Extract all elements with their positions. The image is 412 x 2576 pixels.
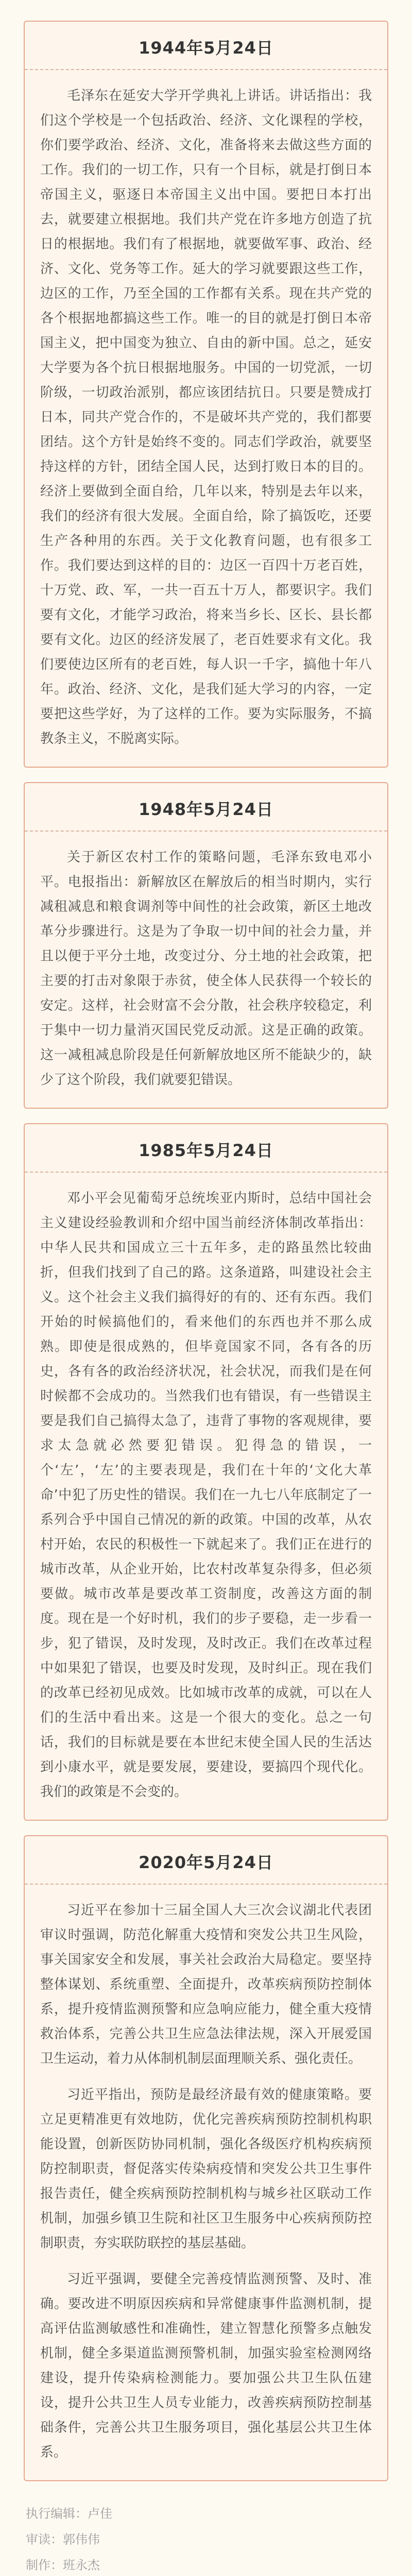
section-paragraph: 习近平在参加十三届全国人大三次会议湖北代表团审议时强调，防范化解重大疫情和突发公共卫生风险，事关国家安全和发展，事关社会政治大局稳定。要坚持整体谋划、系统重塑、全面提升，改革疾病预防控制体系，提升疫情监测预警和应急响应能力，健全重大疫情救治体系，完善公共卫生应急法律法规，深入开展爱国卫生运动，着力从体制机制层面理顺关系、强化责任。: [40, 1903, 372, 2066]
section-date-title: 1985年5月24日: [139, 1141, 273, 1160]
section-paragraph: 关于新区农村工作的策略问题，毛泽东致电邓小平。电报指出：新解放区在解放后的相当时期内，实行减租减息和粮食调剂等中间性的社会政策，新区土地改革分步骤进行。这是为了争取一切中间的社会力量，并且以便于平分土地，改变过分、分土地的社会政策，把主要的打击对象限于赤贫，使全体人民获得一个较长的安定。这样，社会财富不会分散，社会秩序较稳定，利于集中一切力量消灭国民党反动派。这是正确的政策。这一减租减息阶段是任何新解放地区所不能缺少的，缺少了这个阶段，我们就要犯错误。: [40, 850, 372, 1088]
history-section-1985: [24, 1123, 388, 1821]
section-date-title: 1948年5月24日: [139, 800, 273, 819]
dashed-divider: [25, 69, 387, 70]
section-paragraph: 习近平强调，要健全完善疫情监测预警、及时、准确。要改进不明原因疾病和异常健康事件监测机制，提高评估监测敏感性和准确性，建立智慧化预警多点触发机制，健全多渠道监测预警机制，加强实验室检测网络建设，提升传染病检测能力。要加强公共卫生队伍建设，提升公共卫生人员专业能力，改善疾病预防控制基础条件，完善公共卫生服务项目，强化基层公共卫生体系。: [40, 2272, 372, 2460]
dashed-divider: [25, 831, 387, 832]
section-paragraph: 习近平指出，预防是最经济最有效的健康策略。要立足更精准更有效地防，优化完善疾病预防控制机构职能设置，创新医防协同机制，强化各级医疗机构疾病预防控制职责，督促落实传染病疫情和突发公共卫生事件报告责任，健全疾病预防控制机构与城乡社区联动工作机制，加强乡镇卫生院和社区卫生服务中心疾病预防控制职责，夯实联防联控的基层基础。: [40, 2087, 372, 2251]
section-date-title: 2020年5月24日: [139, 1853, 273, 1872]
reviewer-credit: 审读：郭伟伟: [26, 2532, 100, 2547]
producer-credit: 制作：班永杰: [26, 2558, 100, 2572]
section-date-title: 1944年5月24日: [139, 38, 273, 58]
dashed-divider: [25, 1884, 387, 1885]
editor-credit: 执行编辑：卢佳: [26, 2506, 112, 2521]
dashed-divider: [25, 1172, 387, 1173]
history-section-2020: [24, 1835, 388, 2481]
credits-block: [24, 2496, 388, 2576]
history-section-1948: [24, 782, 388, 1109]
section-paragraph: 毛泽东在延安大学开学典礼上讲话。讲话指出：我们这个学校是一个包括政治、经济、文化课程的学校，你们要学政治、经济、文化，准备将来去做这些方面的工作。我们的一切工作，只有一个目标，就是打倒日本帝国主义，驱逐日本帝国主义出中国。要把日本打出去，就要建立根据地。我们共产党在许多地方创造了抗日的根据地。我们有了根据地，就要做军事、政治、经济、文化、党务等工作。延大的学习就要跟这些工作，边区的工作，乃至全国的工作都有关系。现在共产党的各个根据地都搞这些工作。唯一的目的就是打倒日本帝国主义，把中国变为独立、自由的新中国。总之，延安大学要为各个抗日根据地服务。中国的一切党派，一切阶级，一切政治派别，都应该团结抗日。只要是赞成打日本，同共产党合作的，不是破坏共产党的，我们都要团结。这个方针是始终不变的。同志们学政治，就要坚持这样的方针，团结全国人民，达到打败日本的目的。经济上要做到全面自给，几年以来，特别是去年以来，我们的经济有很大发展。全面自给，除了搞饭吃，还要生产各种用的东西。关于文化教育问题，也有很多工作。我们要达到这样的目的：边区一百四十万老百姓，十万党、政、军，一共一百五十万人，都要识字。我们要有文化，才能学习政治，将来当乡长、区长、县长都要有文化。边区的经济发展了，老百姓要求有文化。我们要使边区所有的老百姓，每人识一千字，搞他十年八年。政治、经济、文化，是我们延大学习的内容，一定要把这些学好，为了这样的工作。要为实际服务，不搞教条主义，不脱离实际。: [40, 88, 372, 747]
history-section-1944: [24, 21, 388, 768]
section-paragraph: 邓小平会见葡萄牙总统埃亚内斯时，总结中国社会主义建设经验教训和介绍中国当前经济体制改革指出：中华人民共和国成立三十五年多，走的路虽然比较曲折，但我们找到了自己的路。这条道路，叫建设社会主义。这个社会主义我们搞得好的有的、还有东西。我们开始的时候搞他们的，看来他们的东西也并不那么成熟。即使是很成熟的，但毕竟国家不同，各有各的历史，各有各的政治经济状况，社会状况，而我们是在何时候都不会成功的。当然我们也有错误，有一些错误主要是我们自己搞得太急了，违背了事物的客观规律，要求太急就必然要犯错误。犯得急的错误，一个‘左’，‘左’的主要表现是，我们在十年的‘文化大革命’中犯了历史性的错误。我们在一九七八年底制定了一系列合乎中国自己情况的新的政策。中国的改革，从农村开始，农民的积极性一下就起来了。我们正在进行的城市改革，从企业开始，比农村改革复杂得多，但必须要做。城市改革是要改革工资制度，改善这方面的制度。现在是一个好时机，我们的步子要稳，走一步看一步，犯了错误，及时发现，及时改正。我们在改革过程中如果犯了错误，也要及时发现，及时纠正。现在我们的改革已经初见成效。比如城市改革的成就，可以在人们的生活中看出来。这是一个很大的变化。总之一句话，我们的目标就是要在本世纪末使全国人民的生活达到小康水平，就是要发展，要建设，要搞四个现代化。我们的政策是不会变的。: [40, 1191, 372, 1800]
